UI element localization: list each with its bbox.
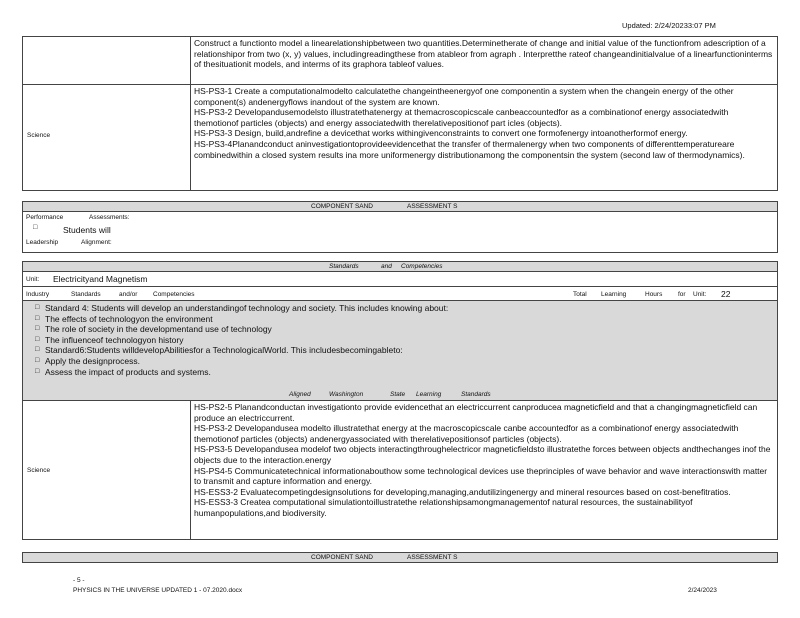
standard-paragraph: HS-PS3-2 Developandusemodelsto illustratethatenergy at themacroscopicscale canbeaccountedfor as a combinationof energy associatedwith themotionof particles (objects) and energy associatedwith therelativepositionof part icles (objects). — [194, 107, 729, 128]
science-label-cell — [23, 85, 191, 190]
students-will-text: Students will — [63, 225, 111, 235]
standard-paragraph: HS-PS3-5 Developandusea modelof two objects interactingthroughelectricor magneticfieldsto illustratethe forces between objects andthechanges inof the objects due to the interaction.energy — [194, 444, 771, 465]
bullet-icon: □ — [35, 346, 40, 354]
bullet-icon: □ — [35, 304, 40, 311]
page-number: - 5 - — [73, 577, 85, 584]
bottom-standards-table — [22, 400, 778, 540]
standard-paragraph: HS-ESS3-3 Createa computational simulationtoillustratethe relationshipsamongmanagementof natural resources, the sustainabilityof humanpopulations,and biodiversity. — [194, 497, 693, 518]
science-label: Science — [27, 132, 51, 139]
unit-colon-label: Unit: — [693, 291, 707, 298]
andor-label: and/or — [119, 291, 138, 298]
science-row — [23, 401, 777, 539]
performance-label: Performance — [26, 214, 64, 221]
bullet-icon: □ — [35, 367, 40, 375]
list-item: □ Apply the designprocess. — [23, 356, 777, 367]
list-item: □ Standard 4: Students will develop an understandingof technology and society. This includes knowing about: — [23, 303, 777, 314]
science-label: Science — [27, 467, 51, 474]
standard-paragraph: HS-PS3-3 Design, build,andrefine a devicethat works withingivenconstraints to convert one formofenergy intoanotherformof energy. — [194, 128, 688, 139]
footer-filename: PHYSICS IN THE UNIVERSE UPDATED 1 - 07.2020.docx — [73, 587, 243, 594]
for-label: for — [678, 291, 686, 298]
standard-paragraph: HS-ESS3-2 Evaluatecompetingdesignsolutions for developing,managing,andutilizingenergy and mineral resources based on cost-benefitratios. — [194, 486, 731, 497]
hours-value: 22 — [721, 289, 731, 299]
industry-row — [22, 287, 778, 301]
bullet-icon: □ — [35, 356, 40, 364]
top-standards-table — [22, 36, 778, 191]
math-label-cell — [23, 37, 191, 84]
standard-paragraph: HS-PS4-5 Communicatetechnical informationabouthow some technological devices use theprinciples of wave behavior and wave interactionswith matter to transmit and capture information and energy. — [194, 465, 768, 487]
competencies-label: Competencies — [153, 291, 195, 298]
science-text — [191, 401, 777, 521]
math-text: Construct a functionto model a linearelationshipbetween two quantities.Determinetherate of change and initial value of the functionfrom adescription of a relationshipor from two (x, y) values, includingreadingthese from atableor from agraph . Interpretthe rateof changeandinitialvalue of a linearfunctioninterms of thesituationit models, and interms of its graphora tableof values. — [194, 38, 773, 70]
bullet-icon: □ — [35, 325, 40, 333]
list-item: □ Standard6:Students willdevelopAbilitiesfor a TechnologicalWorld. This includesbecomingableto: — [23, 345, 777, 356]
bullet-icon: □ — [35, 314, 40, 322]
list-item: □ The role of society in the developmentand use of technology — [23, 324, 777, 335]
standards-competencies-bar — [22, 261, 778, 272]
standard-paragraph: HS-PS3-4Planandconduct aninvestigationtoprovideevidencethat the transfer of thermalenergy when two components of differenttemperatureare combinedwithin a closed system results ina more uniformenergy distributionamong the componentsin the system (second law of thermodynamics). — [194, 138, 745, 160]
bar-label-assessments: ASSESSMENT S — [407, 554, 458, 561]
performance-assessments-box — [22, 212, 778, 253]
list-item: □ The effects of technologyon the environment — [23, 314, 777, 325]
list-item: □ Assess the impact of products and systems. — [23, 367, 777, 378]
standard-paragraph: HS-PS3-2 Developandusea modelto illustratethat energy at the macroscopicscale canbe accountedfor as a combinationof energy associatedwith themotionof particles (objects) andenergyassociated with therelativepositionsof particles (objects). — [194, 423, 739, 444]
bar-competencies: Competencies — [401, 263, 443, 270]
unit-row — [22, 272, 778, 287]
leadership-label: Leadership — [26, 239, 59, 246]
industry-label: Industry — [26, 291, 50, 298]
bar-and: and — [381, 263, 392, 270]
bar-label-components: COMPONENT SAND — [311, 203, 373, 210]
components-assessments-bar — [22, 552, 778, 563]
bar-standards: Standards — [329, 263, 359, 270]
standards-bullet-list: □ Standard 4: Students will develop an understandingof technology and society. This includes knowing about: □ The effects of technologyon the environment □ The role of society in the developmentand use of technology □ The influenceof technologyon history □ Standard6:Students willdevelopAbilitiesfor a TechnologicalWorld. This includesbecomingableto: □ Apply the designprocess. □ Assess the impact of products and systems. Aligned Washington State Learning Standards — [22, 301, 778, 401]
standard-paragraph: HS-PS3-1 Create a computationalmodelto calculatethe changeintheenergyof one componentin a system when the changein energy of the other component(s) andenergyflows inandout of the system are known. — [194, 86, 734, 107]
bullet-icon: □ — [35, 335, 40, 343]
total-label: Total — [573, 291, 587, 298]
math-row — [23, 37, 777, 84]
list-item: □ The influenceof technologyon history — [23, 335, 777, 346]
bar-label-assessments: ASSESSMENT S — [407, 203, 458, 210]
science-text — [191, 85, 777, 162]
alignment-label: Alignment: — [81, 239, 112, 246]
bullet-icon: □ — [33, 224, 38, 231]
footer-date: 2/24/2023 — [688, 587, 717, 594]
science-label-cell — [23, 401, 191, 539]
unit-label: Unit: — [26, 276, 40, 283]
science-row — [23, 84, 777, 190]
unit-name: Electricityand Magnetism — [53, 274, 148, 284]
components-assessments-bar — [22, 201, 778, 212]
updated-timestamp: Updated: 2/24/20233:07 PM — [622, 21, 716, 30]
assessments-label: Assessments: — [89, 214, 130, 221]
standards-label: Standards — [71, 291, 101, 298]
hours-label: Hours — [645, 291, 663, 298]
standard-paragraph: HS-PS2-5 Planandconductan investigationto provide evidencethat an electriccurrent canproducea magneticfield and that a changingmagneticfield can produce an electriccurrent. — [194, 402, 758, 423]
learning-label: Learning — [601, 291, 627, 298]
bar-label-components: COMPONENT SAND — [311, 554, 373, 561]
